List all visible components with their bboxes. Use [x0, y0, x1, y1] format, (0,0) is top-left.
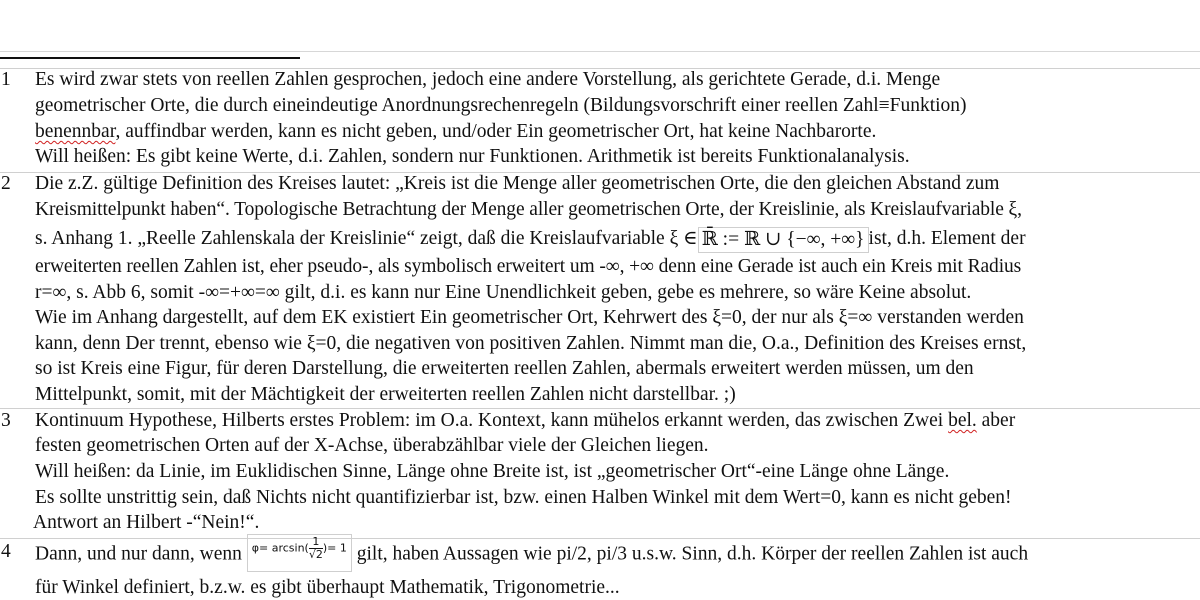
footnote-text-line: festen geometrischen Orten auf der X-Achse, überabzählbar viele der Gleichen liegen.	[35, 435, 709, 456]
footnote-text-line	[35, 121, 876, 143]
formula-object[interactable]: ℝ̄ := ℝ ∪ {−∞, +∞}	[698, 227, 869, 253]
footnote-text-line: Es wird zwar stets von reellen Zahlen gesprochen, jedoch eine andere Vorstellung, als gerichtete Gerade, d.i. Menge	[35, 69, 941, 90]
footnote-text-line: Mittelpunkt, somit, mit der Mächtigkeit der erweiterten reellen Zahlen nicht darstellbar. ;)	[35, 384, 736, 405]
footnote-number: 4	[1, 541, 11, 562]
formula-object[interactable]	[247, 534, 352, 572]
footnote-text-line: Die z.Z. gültige Definition des Kreises lautet: „Kreis ist die Menge aller geometrischen Orte, die den gleichen Abstand zum	[35, 173, 1000, 194]
text-span: ist, d.h. Element der	[868, 228, 1026, 249]
footnote-text-line: kann, denn Der trennt, ebenso wie ξ=0, die negativen von positiven Zahlen. Nimmt man die, O.a., Definition des Kreises ernst,	[35, 333, 1027, 354]
footnote-text-line: für Winkel definiert, b.z.w. es gibt überhaupt Mathematik, Trigonometrie...	[35, 577, 620, 598]
footnote-number: 3	[1, 410, 11, 431]
spellcheck-word[interactable]: benennbar	[35, 121, 116, 142]
footnote-text-line: erweiterten reellen Zahlen ist, eher pseudo-, als symbolisch erweitert um -∞, +∞ denn eine Gerade ist auch ein Kreis mit Radius	[35, 256, 1022, 277]
text-span: Kontinuum Hypothese, Hilberts erstes Problem: im O.a. Kontext, kann mühelos erkannt werden, das zwischen Zwei	[35, 410, 949, 431]
footnote-text-line: Will heißen: Es gibt keine Werte, d.i. Zahlen, sondern nur Funktionen. Arithmetik ist bereits Funktionalanalysis.	[35, 146, 910, 167]
footnote-text-line: geometrischer Orte, die durch eineindeutige Anordnungsrechenregeln (Bildungsvorschrift einer reellen Zahl≡Funktion)	[35, 95, 967, 116]
formula-numerator: 1	[312, 535, 320, 548]
footnote-separator	[0, 57, 300, 59]
footnote-text-line: r=∞, s. Abb 6, somit -∞=+∞=∞ gilt, d.i. es kann nur Eine Unendlichkeit geben, gebe es mehrere, so wäre Keine absolut.	[35, 282, 972, 303]
text-span: s. Anhang 1. „Reelle Zahlenskala der Kreislinie“ zeigt, daß die Kreislaufvariable ξ ∈	[35, 228, 698, 249]
footnote-text-line: so ist Kreis eine Figur, für deren Darstellung, die erweiterten reellen Zahlen, abermals erweitert werden müssen, um den	[35, 358, 974, 379]
footnote-number: 1	[1, 69, 11, 90]
formula-fraction	[309, 536, 323, 561]
footnote-number: 2	[1, 173, 11, 194]
footnote-text-line: Antwort an Hilbert -“Nein!“.	[33, 512, 260, 533]
text-span: , auffindbar werden, kann es nicht geben, und/oder Ein geometrischer Ort, hat keine Nachbarorte.	[115, 121, 877, 142]
row-separator	[0, 408, 1200, 409]
formula-text: )= 1	[322, 541, 347, 555]
text-span: Dann, und nur dann, wenn	[35, 543, 247, 565]
footnote-text-line: Wie im Anhang dargestellt, auf dem EK existiert Ein geometrischer Ort, Kehrwert des ξ=0, der nur als ξ=∞ verstanden werden	[35, 307, 1024, 328]
footnote-text-line	[35, 536, 1028, 574]
footnote-text-line: Will heißen: da Linie, im Euklidischen Sinne, Länge ohne Breite ist, ist „geometrischer Ort“-eine Länge ohne Länge.	[35, 461, 950, 482]
formula-denominator: √2	[308, 548, 323, 561]
text-span: aber	[976, 410, 1016, 431]
text-span: gilt, haben Aussagen wie pi/2, pi/3 u.s.w. Sinn, d.h. Körper der reellen Zahlen ist auch	[351, 543, 1029, 565]
page-top-border	[0, 51, 1200, 52]
footnote-text-line	[35, 410, 1015, 432]
formula-text: φ= arcsin(	[251, 541, 309, 555]
footnote-text-line: Es sollte unstrittig sein, daß Nichts nicht quantifizierbar ist, bzw. einen Halben Winkel mit dem Wert=0, kann es nicht geben!	[35, 487, 1012, 508]
footnote-text-line: Kreismittelpunkt haben“. Topologische Betrachtung der Menge aller geometrischen Orte, der Kreislinie, als Kreislaufvariable ξ,	[35, 199, 1022, 220]
spellcheck-word[interactable]: bel.	[948, 410, 977, 431]
footnote-text-line	[35, 226, 1026, 253]
